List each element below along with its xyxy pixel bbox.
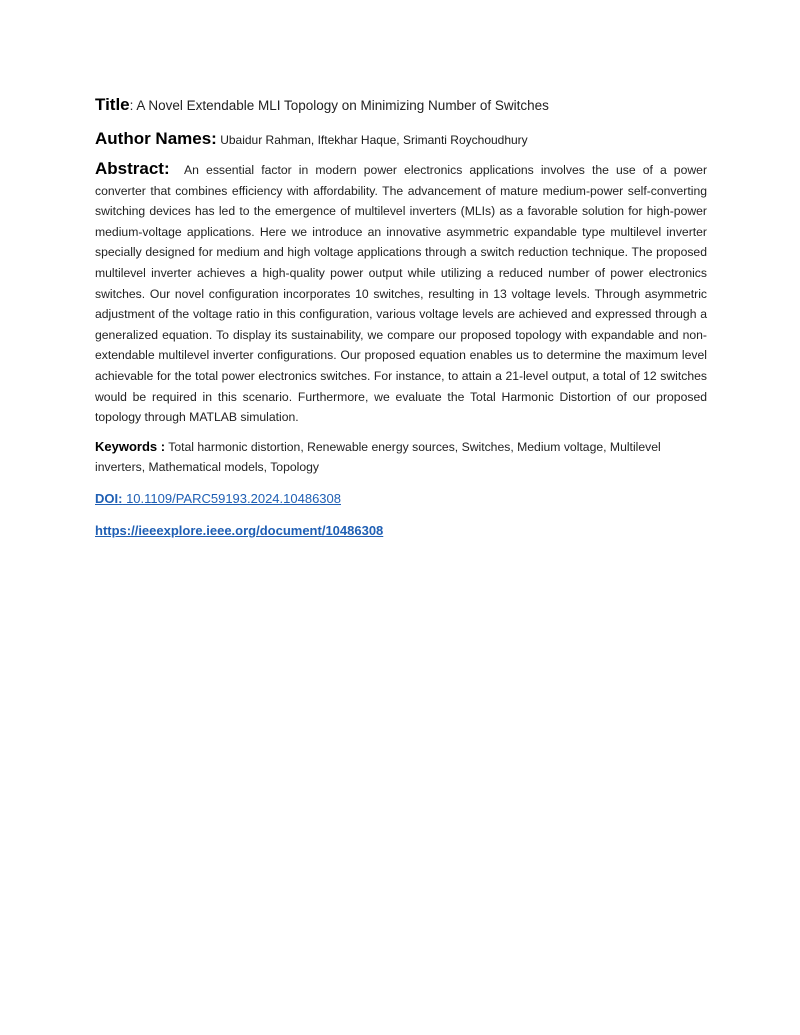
paper-title: : A Novel Extendable MLI Topology on Minimizing Number of Switches [129,98,549,113]
author-names: Ubaidur Rahman, Iftekhar Haque, Srimanti Roychoudhury [216,133,528,147]
doi-link[interactable] [95,489,707,509]
document-page [95,94,707,541]
authors-line [95,128,707,151]
title-line [95,94,707,117]
authors-label: Author Names: [95,129,217,148]
abstract-label: Abstract: [95,159,170,178]
ieee-xplore-link[interactable]: https://ieeexplore.ieee.org/document/10486308 [95,522,384,538]
keywords-paragraph [95,437,707,478]
title-label: Title [95,95,130,114]
doi-label: DOI: [95,490,123,506]
keywords-text: Total harmonic distortion, Renewable energy sources, Switches, Medium voltage, Multilevel inverters, Mathematical models, Topology [95,439,661,475]
abstract-paragraph [95,159,707,428]
abstract-text: An essential factor in modern power electronics applications involves the use of a power converter that combines efficiency with affordability. The advancement of mature medium-power self-converting switching devices has led to the emergence of multilevel inverters (MLIs) as a favorable solution for high-power medium-voltage applications. Here we introduce an innovative asymmetric expandable type multilevel inverter specially designed for medium and high voltage applications through a switch reduction technique. The proposed multilevel inverter achieves a high-quality power output while utilizing a reduced number of power electronics switches. Our novel configuration incorporates 10 switches, resulting in 13 voltage levels. Through asymmetric adjustment of the voltage ratio in this configuration, various voltage levels are achieved and expressed through a generalized equation. To display its sustainability, we compare our proposed topology with expandable and non-extendable multilevel inverter configurations. Our proposed equation enables us to determine the maximum level achievable for the total power electronics switches. For instance, to attain a 21-level output, a total of 12 switches would be required in this scenario. Furthermore, we evaluate the Total Harmonic Distortion of our proposed topology through MATLAB simulation. [95,163,708,425]
keywords-label: Keywords : [95,438,166,454]
doi-value: 10.1109/PARC59193.2024.10486308 [122,490,341,506]
